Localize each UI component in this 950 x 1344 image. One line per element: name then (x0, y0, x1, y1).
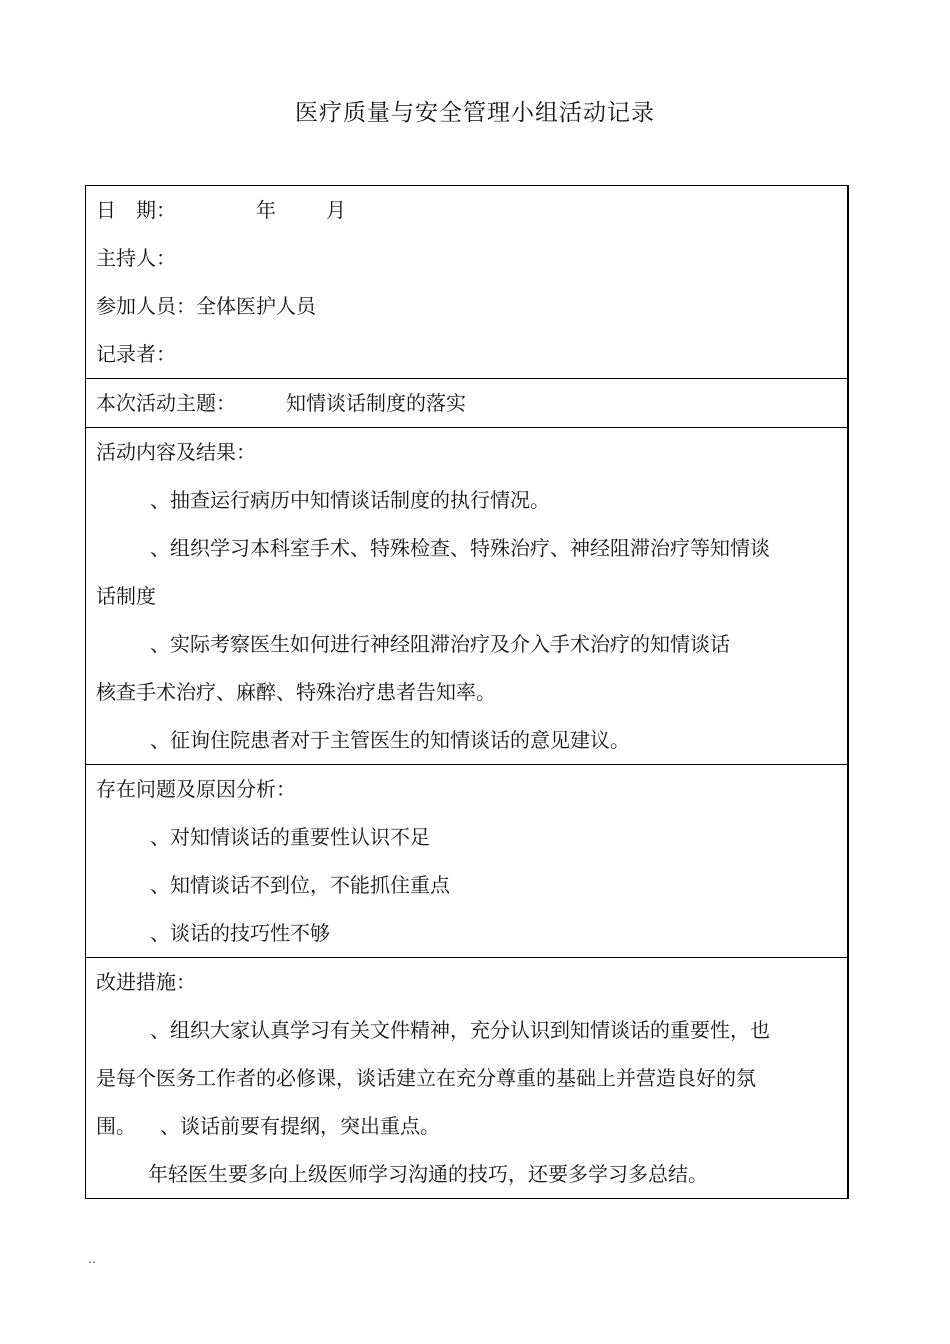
problem-line: 、对知情谈话的重要性认识不足 (150, 825, 430, 849)
measure-line: 是每个医务工作者的必修课，谈话建立在充分尊重的基础上并营造良好的氛 (96, 1066, 756, 1090)
measures-heading: 改进措施： (96, 970, 196, 994)
participants-label: 参加人员： (96, 294, 196, 318)
problem-line: 、谈话的技巧性不够 (150, 921, 330, 945)
content-section (86, 428, 847, 765)
content-line: 话制度 (96, 584, 156, 608)
problem-line: 、知情谈话不到位，不能抓住重点 (150, 873, 450, 897)
measure-line: 年轻医生要多向上级医师学习沟通的技巧，还要多学习多总结。 (148, 1162, 708, 1186)
content-line: 、征询住院患者对于主管医生的知情谈话的意见建议。 (150, 728, 630, 752)
content-line: 、实际考察医生如何进行神经阻滞治疗及介入手术治疗的知情谈话 (150, 632, 730, 656)
measure-line-part: 围。 (96, 1114, 136, 1138)
page-title: 医疗质量与安全管理小组活动记录 (295, 100, 655, 126)
measure-line-part: 、谈话前要有提纲，突出重点。 (160, 1114, 440, 1138)
content-heading: 活动内容及结果： (96, 440, 256, 464)
measure-line (96, 1102, 847, 1150)
measure-line: 、组织大家认真学习有关文件精神，充分认识到知情谈话的重要性，也 (150, 1018, 770, 1042)
date-label: 日 期： (96, 198, 176, 222)
year-label: 年 (256, 198, 276, 222)
recorder-label: 记录者： (96, 342, 176, 366)
content-line: 核查手术治疗、麻醉、特殊治疗患者告知率。 (96, 680, 496, 704)
problems-section (86, 765, 847, 958)
participants-value: 全体医护人员 (196, 294, 316, 318)
theme-value: 知情谈话制度的落实 (286, 391, 466, 415)
theme-row (96, 379, 847, 427)
recorder-row (96, 330, 847, 378)
host-row (96, 234, 847, 282)
footer-mark: .. (88, 1252, 96, 1266)
problems-heading: 存在问题及原因分析： (96, 777, 296, 801)
record-table (85, 185, 849, 1199)
content-line: 、组织学习本科室手术、特殊检查、特殊治疗、神经阻滞治疗等知情谈 (150, 536, 770, 560)
theme-label: 本次活动主题： (96, 391, 236, 415)
measures-section (86, 958, 847, 1198)
meta-section (86, 186, 847, 379)
theme-section (86, 379, 847, 428)
content-line: 、抽查运行病历中知情谈话制度的执行情况。 (150, 488, 550, 512)
month-label: 月 (326, 198, 346, 222)
host-label: 主持人： (96, 246, 176, 270)
date-row (96, 186, 847, 234)
participants-row (96, 282, 847, 330)
